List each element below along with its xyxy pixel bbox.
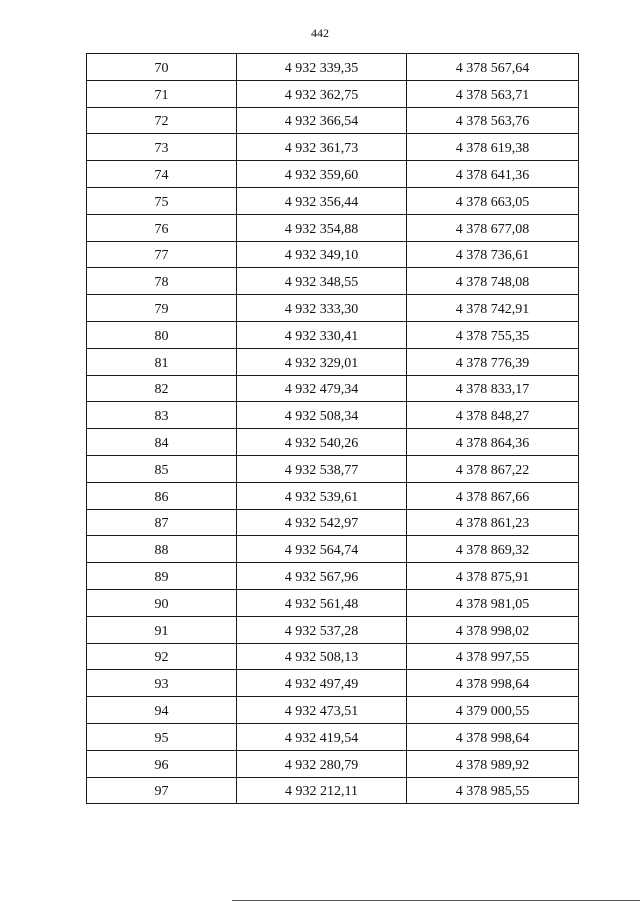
table-row xyxy=(87,777,579,804)
point-number-cell: 76 xyxy=(87,214,237,241)
table-row xyxy=(87,295,579,322)
x-coordinate-cell: 4 932 567,96 xyxy=(237,563,407,590)
y-coordinate-cell: 4 378 619,38 xyxy=(407,134,579,161)
y-coordinate-cell: 4 378 864,36 xyxy=(407,429,579,456)
y-coordinate-cell: 4 379 000,55 xyxy=(407,697,579,724)
y-coordinate-cell: 4 378 867,66 xyxy=(407,482,579,509)
y-coordinate-cell: 4 378 641,36 xyxy=(407,161,579,188)
x-coordinate-cell: 4 932 419,54 xyxy=(237,723,407,750)
x-coordinate-cell: 4 932 361,73 xyxy=(237,134,407,161)
point-number-cell: 82 xyxy=(87,375,237,402)
point-number-cell: 92 xyxy=(87,643,237,670)
table-row xyxy=(87,563,579,590)
page-bottom-divider xyxy=(232,900,640,901)
y-coordinate-cell: 4 378 985,55 xyxy=(407,777,579,804)
x-coordinate-cell: 4 932 561,48 xyxy=(237,589,407,616)
table-row xyxy=(87,697,579,724)
table-row xyxy=(87,589,579,616)
point-number-cell: 90 xyxy=(87,589,237,616)
table-row xyxy=(87,241,579,268)
y-coordinate-cell: 4 378 869,32 xyxy=(407,536,579,563)
point-number-cell: 83 xyxy=(87,402,237,429)
point-number-cell: 87 xyxy=(87,509,237,536)
y-coordinate-cell: 4 378 998,64 xyxy=(407,670,579,697)
table-row xyxy=(87,402,579,429)
point-number-cell: 73 xyxy=(87,134,237,161)
point-number-cell: 95 xyxy=(87,723,237,750)
y-coordinate-cell: 4 378 748,08 xyxy=(407,268,579,295)
x-coordinate-cell: 4 932 362,75 xyxy=(237,80,407,107)
x-coordinate-cell: 4 932 354,88 xyxy=(237,214,407,241)
table-row xyxy=(87,321,579,348)
table-row xyxy=(87,429,579,456)
x-coordinate-cell: 4 932 356,44 xyxy=(237,187,407,214)
y-coordinate-cell: 4 378 848,27 xyxy=(407,402,579,429)
coordinates-table xyxy=(86,53,579,804)
table-row xyxy=(87,455,579,482)
table-row xyxy=(87,509,579,536)
table-row xyxy=(87,723,579,750)
point-number-cell: 70 xyxy=(87,54,237,81)
x-coordinate-cell: 4 932 329,01 xyxy=(237,348,407,375)
y-coordinate-cell: 4 378 989,92 xyxy=(407,750,579,777)
table-row xyxy=(87,107,579,134)
x-coordinate-cell: 4 932 280,79 xyxy=(237,750,407,777)
point-number-cell: 85 xyxy=(87,455,237,482)
y-coordinate-cell: 4 378 867,22 xyxy=(407,455,579,482)
x-coordinate-cell: 4 932 366,54 xyxy=(237,107,407,134)
coordinates-table-body xyxy=(87,54,579,804)
point-number-cell: 72 xyxy=(87,107,237,134)
point-number-cell: 84 xyxy=(87,429,237,456)
y-coordinate-cell: 4 378 563,71 xyxy=(407,80,579,107)
point-number-cell: 86 xyxy=(87,482,237,509)
x-coordinate-cell: 4 932 564,74 xyxy=(237,536,407,563)
y-coordinate-cell: 4 378 833,17 xyxy=(407,375,579,402)
y-coordinate-cell: 4 378 875,91 xyxy=(407,563,579,590)
x-coordinate-cell: 4 932 497,49 xyxy=(237,670,407,697)
x-coordinate-cell: 4 932 539,61 xyxy=(237,482,407,509)
x-coordinate-cell: 4 932 479,34 xyxy=(237,375,407,402)
y-coordinate-cell: 4 378 997,55 xyxy=(407,643,579,670)
y-coordinate-cell: 4 378 755,35 xyxy=(407,321,579,348)
table-row xyxy=(87,375,579,402)
x-coordinate-cell: 4 932 538,77 xyxy=(237,455,407,482)
y-coordinate-cell: 4 378 981,05 xyxy=(407,589,579,616)
table-row xyxy=(87,348,579,375)
x-coordinate-cell: 4 932 348,55 xyxy=(237,268,407,295)
point-number-cell: 88 xyxy=(87,536,237,563)
x-coordinate-cell: 4 932 339,35 xyxy=(237,54,407,81)
point-number-cell: 81 xyxy=(87,348,237,375)
x-coordinate-cell: 4 932 542,97 xyxy=(237,509,407,536)
point-number-cell: 89 xyxy=(87,563,237,590)
point-number-cell: 94 xyxy=(87,697,237,724)
x-coordinate-cell: 4 932 359,60 xyxy=(237,161,407,188)
point-number-cell: 79 xyxy=(87,295,237,322)
table-row xyxy=(87,214,579,241)
x-coordinate-cell: 4 932 537,28 xyxy=(237,616,407,643)
table-row xyxy=(87,670,579,697)
page-number: 442 xyxy=(311,26,329,40)
table-row xyxy=(87,643,579,670)
point-number-cell: 93 xyxy=(87,670,237,697)
point-number-cell: 77 xyxy=(87,241,237,268)
x-coordinate-cell: 4 932 473,51 xyxy=(237,697,407,724)
table-row xyxy=(87,482,579,509)
point-number-cell: 80 xyxy=(87,321,237,348)
y-coordinate-cell: 4 378 736,61 xyxy=(407,241,579,268)
point-number-cell: 96 xyxy=(87,750,237,777)
x-coordinate-cell: 4 932 330,41 xyxy=(237,321,407,348)
x-coordinate-cell: 4 932 333,30 xyxy=(237,295,407,322)
y-coordinate-cell: 4 378 563,76 xyxy=(407,107,579,134)
x-coordinate-cell: 4 932 540,26 xyxy=(237,429,407,456)
x-coordinate-cell: 4 932 508,34 xyxy=(237,402,407,429)
y-coordinate-cell: 4 378 677,08 xyxy=(407,214,579,241)
table-row xyxy=(87,616,579,643)
point-number-cell: 97 xyxy=(87,777,237,804)
point-number-cell: 78 xyxy=(87,268,237,295)
y-coordinate-cell: 4 378 742,91 xyxy=(407,295,579,322)
x-coordinate-cell: 4 932 212,11 xyxy=(237,777,407,804)
point-number-cell: 75 xyxy=(87,187,237,214)
y-coordinate-cell: 4 378 998,02 xyxy=(407,616,579,643)
table-row xyxy=(87,161,579,188)
x-coordinate-cell: 4 932 349,10 xyxy=(237,241,407,268)
table-row xyxy=(87,187,579,214)
table-row xyxy=(87,80,579,107)
point-number-cell: 71 xyxy=(87,80,237,107)
table-row xyxy=(87,54,579,81)
table-row xyxy=(87,268,579,295)
y-coordinate-cell: 4 378 663,05 xyxy=(407,187,579,214)
table-row xyxy=(87,536,579,563)
table-row xyxy=(87,750,579,777)
y-coordinate-cell: 4 378 567,64 xyxy=(407,54,579,81)
point-number-cell: 91 xyxy=(87,616,237,643)
y-coordinate-cell: 4 378 776,39 xyxy=(407,348,579,375)
y-coordinate-cell: 4 378 998,64 xyxy=(407,723,579,750)
x-coordinate-cell: 4 932 508,13 xyxy=(237,643,407,670)
point-number-cell: 74 xyxy=(87,161,237,188)
table-row xyxy=(87,134,579,161)
y-coordinate-cell: 4 378 861,23 xyxy=(407,509,579,536)
